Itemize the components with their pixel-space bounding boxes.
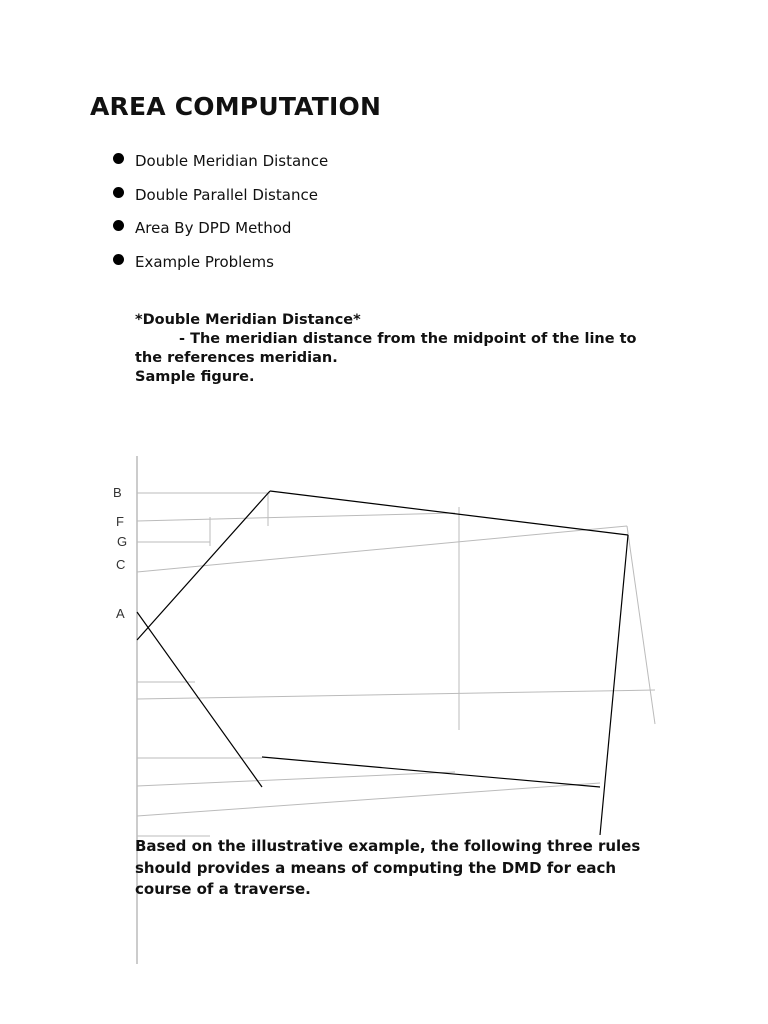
section-heading: *Double Meridian Distance* (135, 312, 361, 328)
guide-line-f (137, 513, 455, 521)
sample-figure-label: Sample figure. (135, 369, 255, 385)
traverse-lines (137, 491, 628, 835)
rules-paragraph (135, 836, 675, 901)
station-label-a: A (116, 606, 125, 621)
station-label-c: C (116, 557, 126, 572)
list-item-label: Area By DPD Method (135, 219, 292, 238)
guide-line-horizontal-5 (137, 783, 600, 816)
rules-line: Based on the illustrative example, the following three rules (135, 837, 641, 855)
rules-line: course of a traverse. (135, 880, 311, 898)
list-item-label: Double Parallel Distance (135, 185, 318, 204)
station-label-f: F (116, 514, 124, 529)
page-title: AREA COMPUTATION (90, 92, 382, 121)
station-label-g: G (117, 534, 128, 549)
rules-line: should provides a means of computing the DMD for each (135, 858, 617, 877)
definition-line: the references meridian. (135, 350, 338, 366)
definition-line: - The meridian distance from the midpoint of the line to (179, 331, 637, 347)
course-a-diagonal (137, 612, 262, 787)
course-right (600, 535, 628, 835)
station-label-b: B (113, 485, 122, 500)
course-bottom (262, 757, 600, 787)
guide-line-horizontal-2 (137, 690, 655, 699)
course-a-b (137, 491, 270, 640)
guide-line-right-edge (627, 526, 655, 724)
list-item-label: Double Meridian Distance (135, 152, 329, 170)
course-b-top (270, 491, 628, 535)
list-item-label: Example Problems (135, 253, 274, 272)
guide-line-horizontal-4 (137, 772, 455, 786)
